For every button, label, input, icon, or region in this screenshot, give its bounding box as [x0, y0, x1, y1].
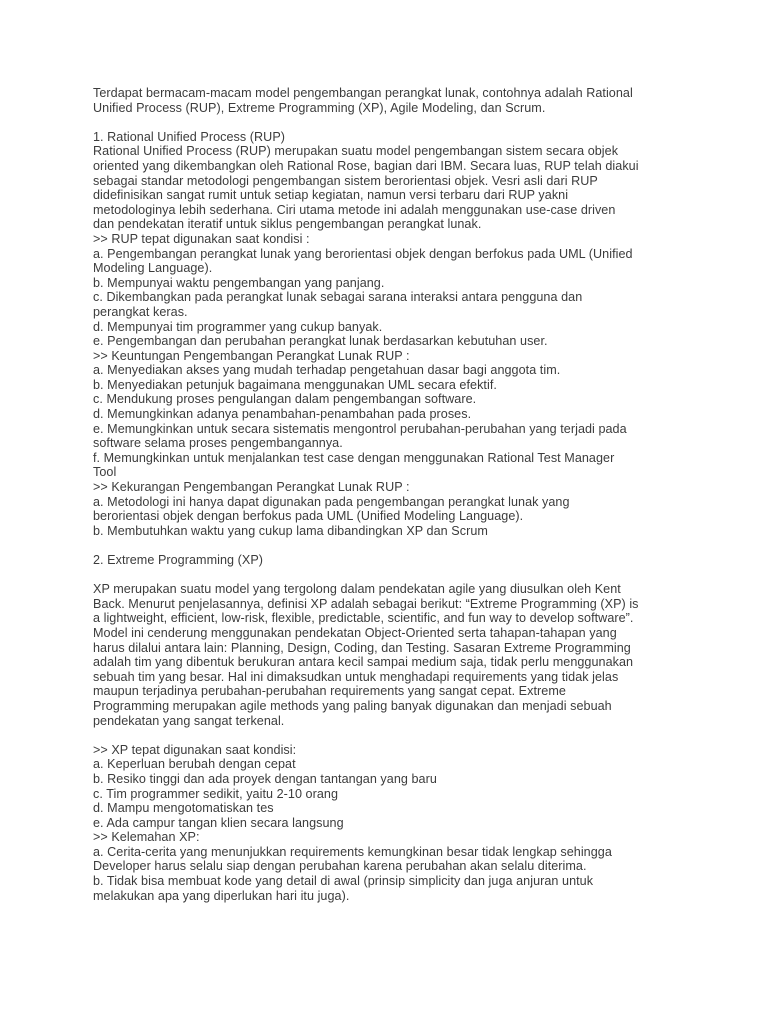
xp-list-line: a. Keperluan berubah dengan cepat — [93, 757, 296, 772]
rup-line: software selama proses pengembangannya. — [93, 436, 343, 451]
paragraph-gap — [93, 115, 683, 130]
rup-line: oriented yang dikembangkan oleh Rational Rose, bagian dari IBM. Secara luas, RUP telah diakui — [93, 158, 639, 173]
rup-line: d. Mempunyai tim programmer yang cukup banyak. — [93, 319, 383, 334]
rup-line: >> RUP tepat digunakan saat kondisi : — [93, 231, 310, 246]
xp-heading-text: 2. Extreme Programming (XP) — [93, 553, 264, 567]
xp-paragraph-line: maupun terjadinya perubahan-perubahan requirements yang sangat cepat. Extreme — [93, 684, 566, 699]
xp-list-line: >> XP tepat digunakan saat kondisi: — [93, 742, 297, 757]
xp-list-line: d. Mampu mengotomatiskan tes — [93, 801, 274, 816]
rup-line: d. Memungkinkan adanya penambahan-penambahan pada proses. — [93, 407, 472, 422]
rup-line: perangkat keras. — [93, 304, 188, 319]
intro-paragraph — [93, 86, 683, 115]
rup-line: a. Pengembangan perangkat lunak yang berorientasi objek dengan berfokus pada UML (Unified — [93, 246, 633, 261]
rup-line: didefinisikan sangat rumit untuk setiap kegiatan, namun versi terbaru dari RUP yakni — [93, 188, 569, 203]
xp-list-line: a. Cerita-cerita yang menunjukkan requirements kemungkinan besar tidak lengkap sehingga — [93, 844, 612, 859]
rup-line: e. Pengembangan dan perubahan perangkat lunak berdasarkan kebutuhan user. — [93, 334, 548, 349]
rup-line: e. Memungkinkan untuk secara sistematis mengontrol perubahan-perubahan yang terjadi pada — [93, 421, 627, 436]
xp-paragraph-line: harus dilalui antara lain: Planning, Design, Coding, dan Testing. Sasaran Extreme Programming — [93, 640, 631, 655]
xp-list-line: b. Tidak bisa membuat kode yang detail di awal (prinsip simplicity dan juga anjuran untuk — [93, 874, 594, 889]
xp-list-line: e. Ada campur tangan klien secara langsung — [93, 815, 344, 830]
xp-list-line: Developer harus selalu siap dengan perubahan karena perubahan akan selalu diterima. — [93, 859, 587, 874]
rup-section — [93, 130, 683, 539]
xp-paragraph-line: Model ini cenderung menggunakan pendekatan Object-Oriented serta tahapan-tahapan yang — [93, 625, 617, 640]
rup-line: c. Dikembangkan pada perangkat lunak sebagai sarana interaksi antara pengguna dan — [93, 290, 583, 305]
xp-list-line: b. Resiko tinggi dan ada proyek dengan tantangan yang baru — [93, 771, 437, 786]
xp-paragraph-line: Back. Menurut penjelasannya, definisi XP adalah sebagai berikut: “Extreme Programming (XP) is — [93, 596, 639, 611]
rup-line: metodologinya lebih sederhana. Ciri utama metode ini adalah menggunakan use-case driven — [93, 202, 616, 217]
rup-line: f. Memungkinkan untuk menjalankan test case dengan menggunakan Rational Test Manager — [93, 450, 615, 465]
xp-paragraph-line: a lightweight, efficient, low-risk, flexible, predictable, scientific, and fun way to develop software”. — [93, 611, 634, 626]
rup-line: a. Menyediakan akses yang mudah terhadap pengetahuan dasar bagi anggota tim. — [93, 363, 561, 378]
paragraph-gap — [93, 728, 683, 743]
intro-line: Unified Process (RUP), Extreme Programming (XP), Agile Modeling, dan Scrum. — [93, 100, 546, 115]
rup-line: Modeling Language). — [93, 261, 213, 276]
rup-line: b. Mempunyai waktu pengembangan yang panjang. — [93, 275, 385, 290]
rup-line: b. Menyediakan petunjuk bagaimana menggunakan UML secara efektif. — [93, 377, 497, 392]
rup-line: dan pendekatan iteratif untuk siklus pengembangan perangkat lunak. — [93, 217, 482, 232]
xp-paragraph-line: sebuah tim yang besar. Hal ini dimaksudkan untuk menghadapi requirements yang tidak jelas — [93, 669, 619, 684]
xp-paragraph-line: adalah tim yang dibentuk berukuran antara kecil sampai medium saja, tidak perlu menggunakan — [93, 655, 634, 670]
rup-line: >> Kekurangan Pengembangan Perangkat Lunak RUP : — [93, 480, 410, 495]
paragraph-gap — [93, 568, 683, 583]
document-page — [93, 86, 683, 903]
xp-paragraph-line: Programming merupakan agile methods yang paling banyak digunakan dan menjadi sebuah — [93, 698, 612, 713]
rup-line: Tool — [93, 465, 117, 480]
rup-line: Rational Unified Process (RUP) merupakan suatu model pengembangan sistem secara objek — [93, 144, 619, 159]
rup-line: berorientasi objek dengan berfokus pada UML (Unified Modeling Language). — [93, 509, 524, 524]
rup-line: c. Mendukung proses pengulangan dalam pengembangan software. — [93, 392, 477, 407]
paragraph-gap — [93, 538, 683, 553]
xp-list-line: melakukan apa yang diperlukan hari itu juga). — [93, 888, 350, 903]
xp-heading — [93, 553, 683, 568]
rup-line: a. Metodologi ini hanya dapat digunakan pada pengembangan perangkat lunak yang — [93, 494, 570, 509]
xp-list-line: >> Kelemahan XP: — [93, 830, 200, 845]
xp-list-line: c. Tim programmer sedikit, yaitu 2-10 orang — [93, 786, 339, 801]
xp-paragraph-line: XP merupakan suatu model yang tergolong dalam pendekatan agile yang diusulkan oleh Kent — [93, 582, 621, 597]
rup-line: 1. Rational Unified Process (RUP) — [93, 129, 286, 144]
xp-lists — [93, 743, 683, 904]
xp-paragraph — [93, 582, 683, 728]
xp-paragraph-line: pendekatan yang sangat terkenal. — [93, 713, 285, 728]
rup-line: b. Membutuhkan waktu yang cukup lama dibandingkan XP dan Scrum — [93, 523, 488, 538]
rup-line: sebagai standar metodologi pengembangan sistem berorientasi objek. Vesri asli dari RUP — [93, 173, 598, 188]
rup-line: >> Keuntungan Pengembangan Perangkat Lunak RUP : — [93, 348, 410, 363]
intro-line: Terdapat bermacam-macam model pengembangan perangkat lunak, contohnya adalah Rational — [93, 86, 633, 100]
